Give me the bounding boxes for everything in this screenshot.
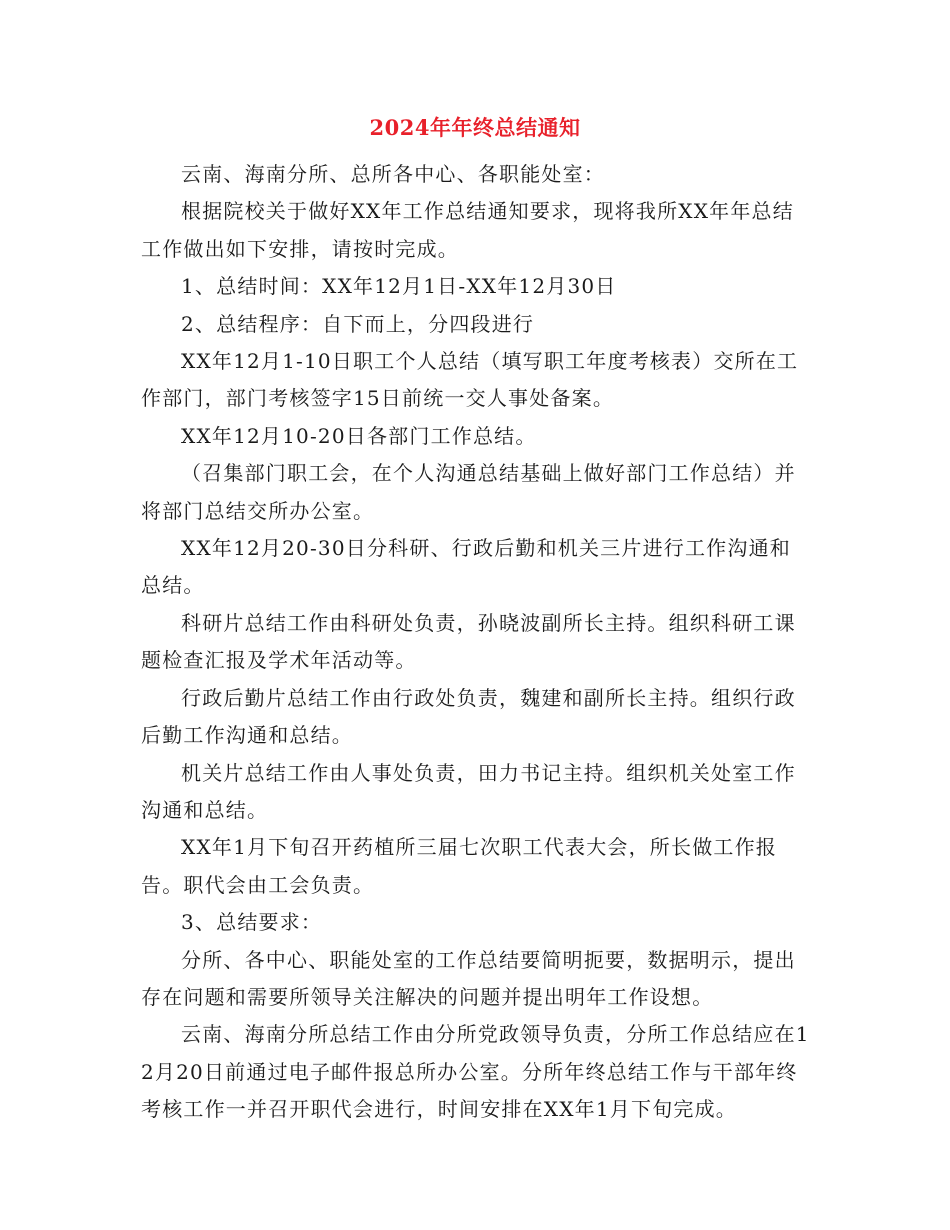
document-title: 2024年年终总结通知: [369, 115, 581, 140]
paragraph-stage-sections: XX年12月20-30日分科研、行政后勤和机关三片进行工作沟通和总结。: [141, 536, 791, 598]
paragraph-branch-offices: 云南、海南分所总结工作由分所党政领导负责，分所工作总结应在12月20日前通过电子邮件报总所办公室。分所年终总结工作与干部年终考核工作一并召开职代会进行，时间安排在XX年1月下旬完成。: [141, 1022, 810, 1122]
paragraph-summary-time: 1、总结时间：XX年12月1日-XX年12月30日: [181, 274, 617, 299]
paragraph-stage-individual: XX年12月1-10日职工个人总结（填写职工年度考核表）交所在工作部门，部门考核签字15日前统一交人事处备案。: [141, 349, 799, 411]
paragraph-summary-procedure: 2、总结程序：自下而上，分四段进行: [181, 311, 535, 336]
paragraph-department-meeting: （召集部门职工会，在个人沟通总结基础上做好部门工作总结）并将部门总结交所办公室。: [141, 461, 796, 523]
paragraph-congress: XX年1月下旬召开药植所三届七次职工代表大会，所长做工作报告。职代会由工会负责。: [141, 835, 778, 897]
document-body: [141, 156, 811, 1129]
paragraph-requirements: 分所、各中心、职能处室的工作总结要简明扼要，数据明示，提出存在问题和需要所领导关注解决的问题并提出明年工作设想。: [141, 947, 796, 1009]
paragraph-admin-section: 行政后勤片总结工作由行政处负责，魏建和副所长主持。组织行政后勤工作沟通和总结。: [141, 685, 796, 748]
paragraph-intro: 根据院校关于做好XX年工作总结通知要求，现将我所XX年年总结工作做出如下安排，请按时完成。: [141, 199, 794, 261]
paragraph-stage-department: XX年12月10-20日各部门工作总结。: [181, 423, 537, 448]
paragraph-research-section: 科研片总结工作由科研处负责，孙晓波副所长主持。组织科研工课题检查汇报及学术年活动等。: [141, 610, 796, 673]
paragraph-office-section: 机关片总结工作由人事处负责，田力书记主持。组织机关处室工作沟通和总结。: [141, 760, 796, 822]
paragraph-requirements-heading: 3、总结要求：: [181, 910, 323, 935]
paragraph-recipients: 云南、海南分所、总所各中心、各职能处室：: [181, 162, 605, 186]
